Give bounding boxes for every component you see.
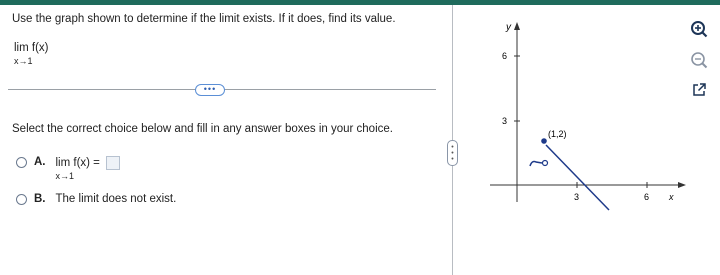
open-point: [543, 161, 548, 166]
choice-b[interactable]: [16, 193, 176, 205]
y-axis-arrow: [514, 22, 520, 30]
x-tick-label-3: 3: [574, 192, 580, 202]
choice-b-letter: B.: [34, 193, 46, 205]
limit-expression: [14, 42, 49, 68]
splitter-handle[interactable]: • • •: [447, 140, 458, 166]
question-pane: [0, 5, 452, 275]
closed-point: [541, 138, 547, 144]
choice-b-text: The limit does not exist.: [55, 193, 177, 205]
choice-a[interactable]: [16, 156, 120, 183]
y-tick-label-6: 6: [502, 51, 508, 61]
zoom-in-icon: [690, 20, 708, 38]
choice-a-sub: x→1: [55, 171, 75, 182]
choice-a-answer-box[interactable]: [106, 156, 120, 170]
zoom-out-button[interactable]: [688, 49, 710, 71]
choice-a-letter: A.: [34, 156, 46, 168]
instruction-text: Select the correct choice below and fill in any answer boxes in your choice.: [12, 123, 393, 135]
function-graph: [490, 10, 690, 215]
question-text: Use the graph shown to determine if the limit exists. If it does, find its value.: [12, 13, 396, 25]
point-label: (1,2): [548, 129, 567, 139]
popout-button[interactable]: [688, 79, 710, 101]
y-tick-label-3: 3: [502, 116, 508, 126]
choice-a-body: [56, 156, 121, 183]
x-axis-label: x: [669, 192, 674, 202]
left-curve: [530, 162, 542, 167]
limit-expression-main: lim f(x): [14, 42, 49, 54]
limit-expression-sub: x→1: [14, 56, 33, 66]
more-button[interactable]: •••: [195, 84, 225, 96]
x-axis-arrow: [678, 182, 686, 188]
zoom-out-icon: [690, 51, 708, 69]
choice-a-radio[interactable]: [16, 157, 27, 168]
choice-b-radio[interactable]: [16, 194, 27, 205]
x-tick-label-6: 6: [644, 192, 650, 202]
choice-a-text: lim f(x) =: [55, 157, 100, 170]
zoom-in-button[interactable]: [688, 18, 710, 40]
y-axis-label: y: [506, 22, 511, 33]
popout-icon: [691, 82, 707, 98]
